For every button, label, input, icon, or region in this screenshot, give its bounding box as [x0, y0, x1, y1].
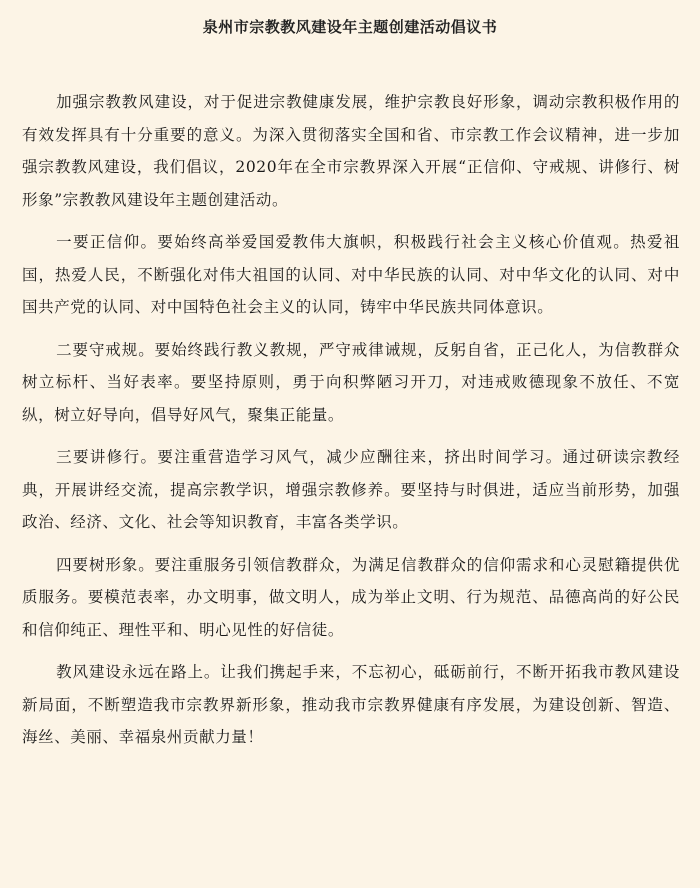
paragraph-closing: [22, 656, 680, 754]
paragraph-text: 要始终高举爱国爱教伟大旗帜，积极践行社会主义核心价值观。热爱祖国，热爱人民，不断强化对伟大祖国的认同、对中华民族的认同、对中华文化的认同、对中国共产党的认同、对中国特色社会主义的认同，铸牢中华民族共同体意识。: [22, 233, 680, 316]
paragraph-lead: 一要正信仰。: [56, 233, 158, 251]
document-title: 泉州市宗教教风建设年主题创建活动倡议书: [202, 18, 498, 36]
paragraph-text: 要注重服务引领信教群众，为满足信教群众的信仰需求和心灵慰籍提供优质服务。要模范表率，办文明事，做文明人，成为举止文明、行为规范、品德高尚的好公民和信仰纯正、理性平和、明心见性的好信徒。: [22, 555, 680, 639]
paragraph-principle-1: [22, 226, 680, 324]
paragraph-principle-2: [22, 334, 680, 432]
paragraph-intro: [22, 86, 680, 216]
paragraph-text: 要始终践行教义教规，严守戒律诫规，反躬自省，正己化人，为信教群众树立标杆、当好表率。要坚持原则，勇于向积弊陋习开刀，对违戒败德现象不放任、不宽纵，树立好导向，倡导好风气，聚集正能量。: [22, 340, 680, 424]
paragraph-text: 加强宗教教风建设，对于促进宗教健康发展，维护宗教良好形象，调动宗教积极作用的有效发挥具有十分重要的意义。为深入贯彻落实全国和省、市宗教工作会议精神，进一步加强宗教教风建设，我们倡议，2020年在全市宗教界深入开展“正信仰、守戒规、讲修行、树形象”宗教教风建设年主题创建活动。: [22, 93, 680, 209]
paragraph-text: 教风建设永远在路上。让我们携起手来，不忘初心，砥砺前行，不断开拓我市教风建设新局面，不断塑造我市宗教界新形象，推动我市宗教界健康有序发展，为建设创新、智造、海丝、美丽、幸福泉州贡献力量！: [22, 663, 680, 746]
paragraph-text: 要注重营造学习风气，减少应酬往来，挤出时间学习。通过研读宗教经典，开展讲经交流，提高宗教学识，增强宗教修养。要坚持与时俱进，适应当前形势，加强政治、经济、文化、社会等知识教育，丰富各类学识。: [22, 448, 680, 531]
paragraph-lead: 四要树形象。: [56, 555, 155, 574]
paragraph-principle-3: [22, 441, 680, 539]
document-body: [22, 86, 680, 764]
paragraph-lead: 二要守戒规。: [56, 340, 155, 359]
paragraph-lead: 三要讲修行。: [56, 448, 158, 466]
paragraph-principle-4: [22, 549, 680, 647]
